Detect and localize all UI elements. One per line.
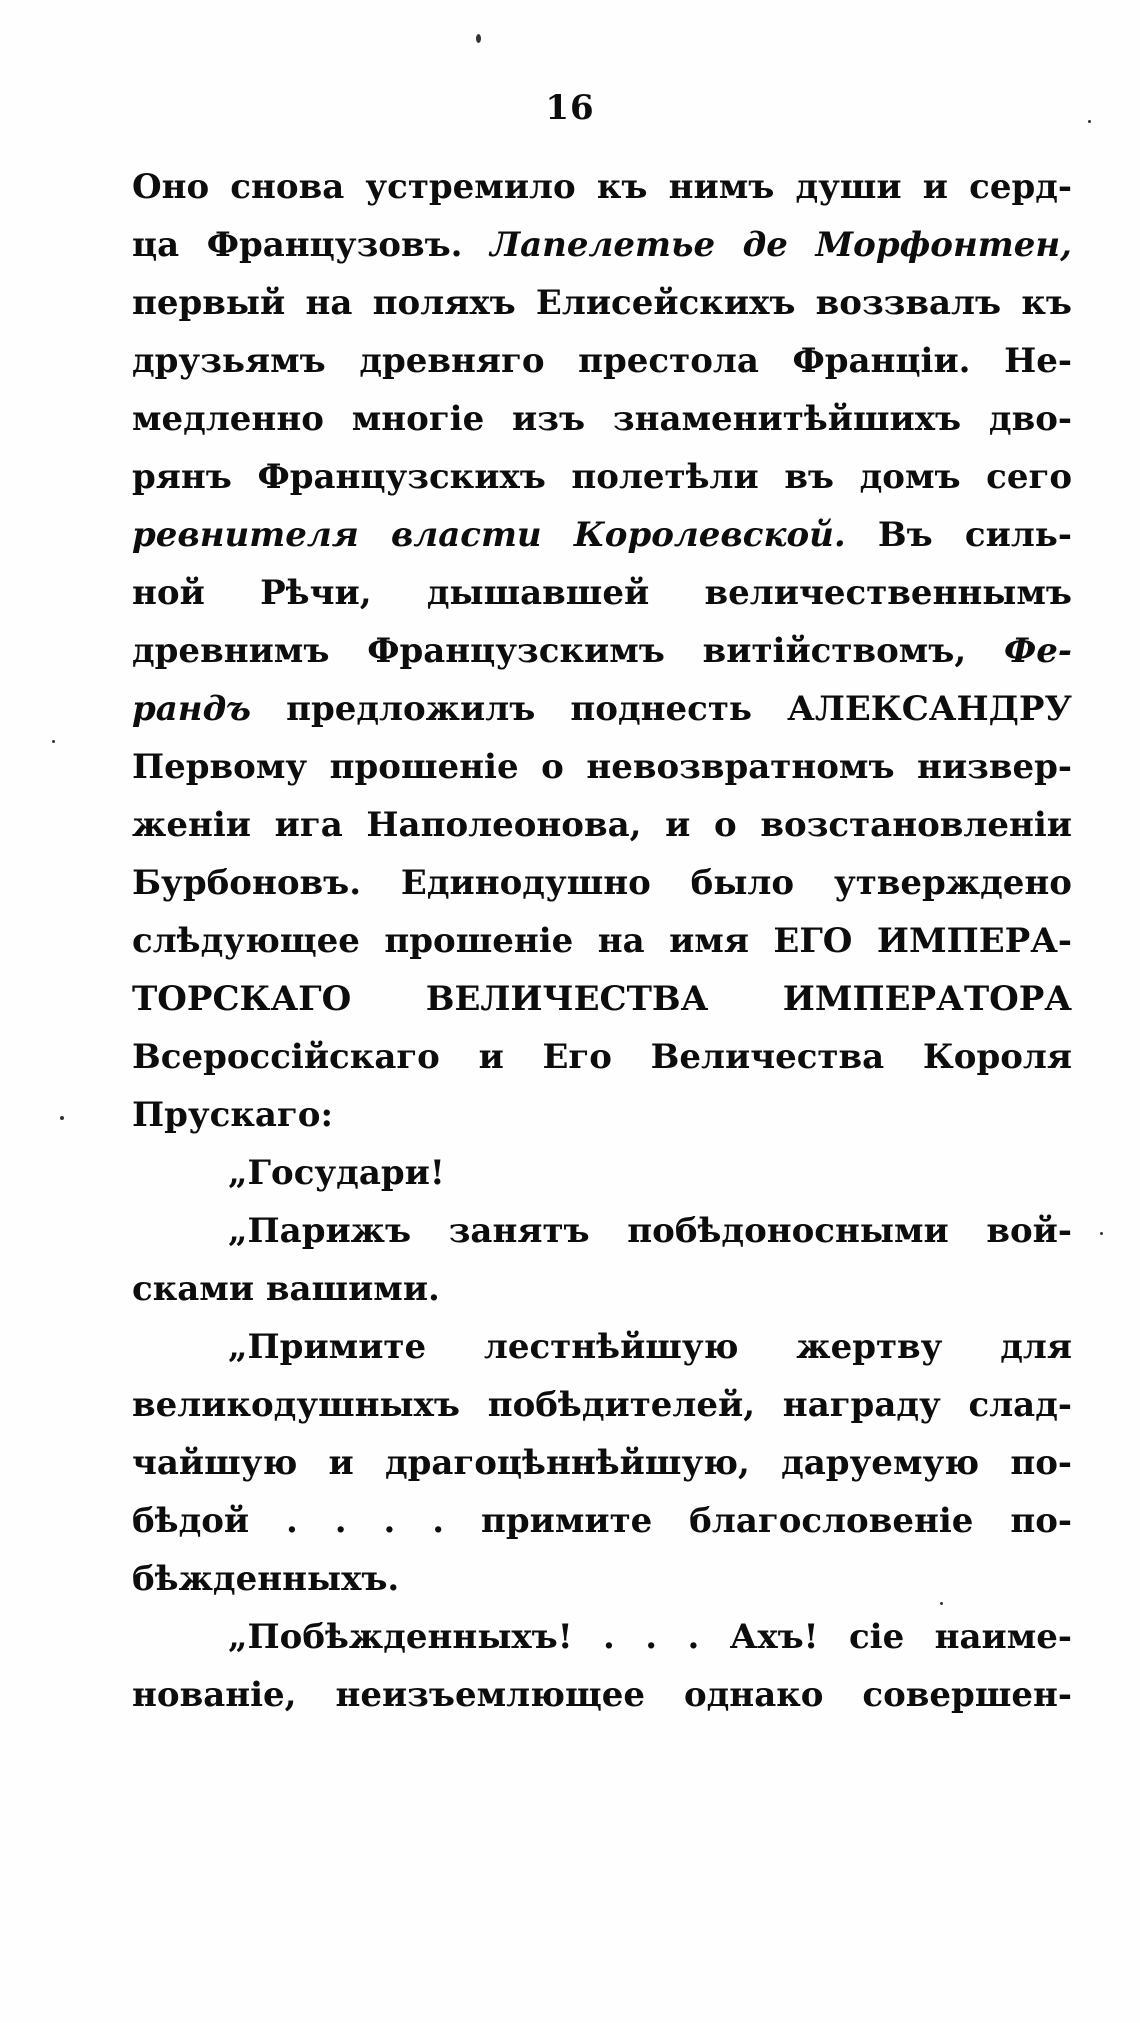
line-text: первый на поляхъ Елисейскихъ воззвалъ къ <box>132 283 1072 323</box>
italic-text: ревнителя власти Королевской. <box>132 515 846 555</box>
text-line <box>132 796 1072 854</box>
italic-text: рандъ <box>132 689 251 729</box>
line-text: древнимъ Французскимъ витійствомъ, <box>132 631 1004 671</box>
line-text: бѣдой . . . . примите благословеніе по- <box>132 1501 1072 1541</box>
page-number: 16 <box>545 88 595 128</box>
text-line <box>132 854 1072 912</box>
scan-speck <box>940 1602 943 1605</box>
line-text: Прускаго: <box>132 1095 333 1135</box>
text-line <box>132 1260 1072 1318</box>
text-line <box>132 274 1072 332</box>
line-text: рянъ Французскихъ полетѣли въ домъ сего <box>132 457 1072 497</box>
text-line <box>132 1666 1072 1724</box>
line-text: Всероссійскаго и Его Величества Короля <box>132 1037 1072 1077</box>
text-line <box>132 1028 1072 1086</box>
text-line <box>132 1202 1072 1260</box>
text-line <box>132 738 1072 796</box>
scan-speck <box>60 1116 64 1120</box>
text-line <box>132 564 1072 622</box>
text-line <box>132 158 1072 216</box>
line-text: „Парижъ занятъ побѣдоносными вой- <box>228 1211 1072 1251</box>
text-line <box>132 448 1072 506</box>
scan-speck <box>1088 120 1091 123</box>
italic-text: Лапелетье де Морфонтен, <box>490 225 1072 265</box>
scan-speck <box>1100 1232 1103 1235</box>
line-text: медленно многіе изъ знаменитѣйшихъ дво- <box>132 399 1072 439</box>
line-text: Оно снова устремило къ нимъ души и серд- <box>132 167 1072 207</box>
line-text: слѣдующее прошеніе на имя ЕГО ИМПЕРА- <box>132 921 1072 961</box>
line-text: чайшую и драгоцѣннѣйшую, даруемую по- <box>132 1443 1072 1483</box>
text-line <box>132 1086 1072 1144</box>
line-text: друзьямъ древняго престола Франціи. Не- <box>132 341 1072 381</box>
text-line <box>132 216 1072 274</box>
line-text: женіи ига Наполеонова, и о возстановленіи <box>132 805 1072 845</box>
line-text: ца Французовъ. <box>132 225 491 265</box>
line-text: „Государи! <box>228 1153 445 1193</box>
scan-speck <box>476 34 481 43</box>
text-line <box>132 970 1072 1028</box>
text-line <box>132 622 1072 680</box>
text-line <box>132 1608 1072 1666</box>
text-line <box>132 1318 1072 1376</box>
text-line <box>132 912 1072 970</box>
line-text: ТОРСКАГО ВЕЛИЧЕСТВА ИМПЕРАТОРА <box>132 979 1072 1019</box>
text-line <box>132 1550 1072 1608</box>
line-text: Въ силь- <box>845 515 1072 555</box>
line-text: великодушныхъ побѣдителей, награду слад- <box>132 1385 1072 1425</box>
line-text: Первому прошеніе о невозвратномъ низвер- <box>132 747 1072 787</box>
line-text: предложилъ поднесть АЛЕКСАНДРУ <box>250 689 1072 729</box>
line-text: ной Рѣчи, дышавшей величественнымъ <box>132 573 1072 613</box>
text-line <box>132 506 1072 564</box>
text-line <box>132 1492 1072 1550</box>
italic-text: Фе- <box>1004 631 1072 671</box>
line-text: бѣжденныхъ. <box>132 1559 400 1599</box>
text-line <box>132 1144 1072 1202</box>
line-text: сками вашими. <box>132 1269 440 1309</box>
body-text <box>132 158 1072 1724</box>
line-text: Бурбоновъ. Единодушно было утверждено <box>132 863 1072 903</box>
text-line <box>132 1376 1072 1434</box>
text-line <box>132 390 1072 448</box>
text-line <box>132 1434 1072 1492</box>
line-text: „Примите лестнѣйшую жертву для <box>228 1327 1072 1367</box>
scan-speck <box>52 740 55 743</box>
text-line <box>132 680 1072 738</box>
line-text: „Побѣжденныхъ! . . . Ахъ! сіе наиме- <box>228 1617 1072 1657</box>
text-line <box>132 332 1072 390</box>
line-text: нованіе, неизъемлющее однако совершен- <box>132 1675 1072 1715</box>
